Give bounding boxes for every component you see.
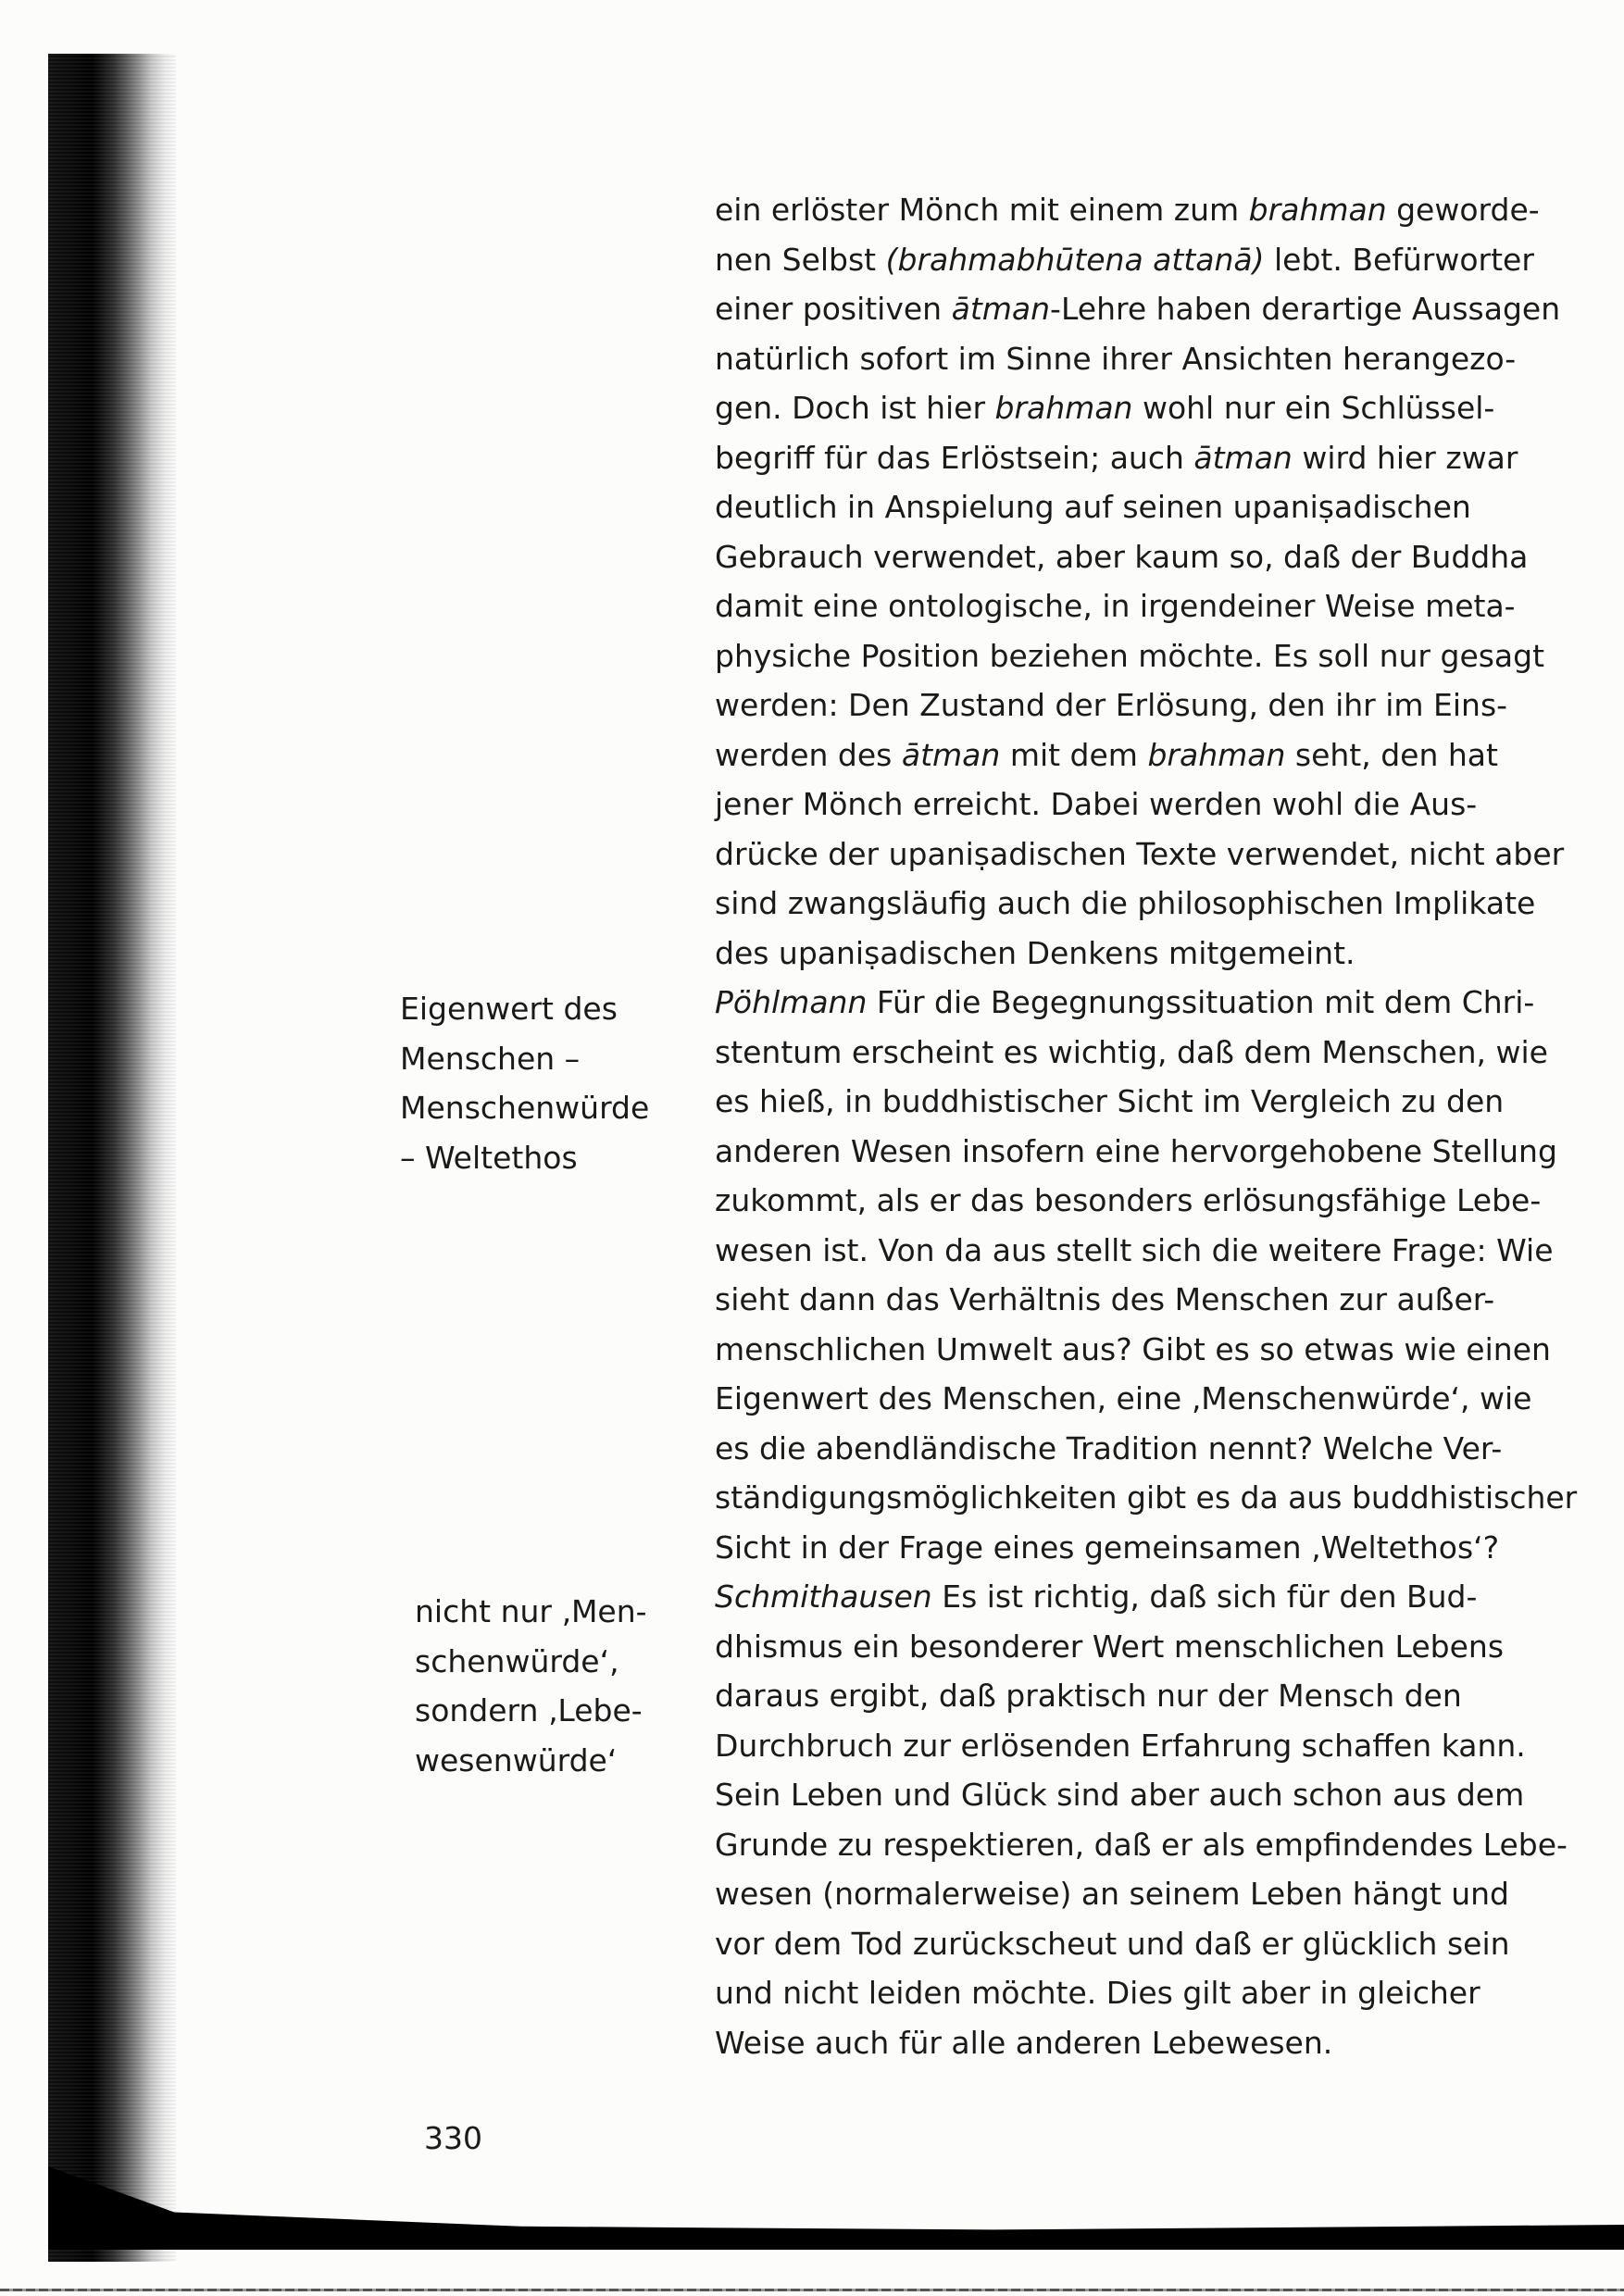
text-line (715, 1572, 1622, 1622)
text-line (715, 978, 1622, 1028)
margin-note-line: schenwürde‘, (415, 1642, 619, 1679)
italic-term: (brahmabhūtena attanā) (885, 241, 1265, 278)
text-line (715, 1523, 1622, 1573)
text-line (715, 284, 1622, 334)
text-run: Weise auch für alle anderen Lebewesen. (715, 2024, 1333, 2061)
text-run: es die abendländische Tradition nennt? Welche Ver- (715, 1429, 1503, 1466)
text-run: deutlich in Anspielung auf seinen upaniṣadischen (715, 489, 1471, 525)
margin-note-line: sondern ‚Lebe- (415, 1692, 643, 1728)
text-line (715, 631, 1622, 681)
text-run: dhismus ein besonderer Wert menschlichen Lebens (715, 1628, 1505, 1665)
italic-term: ātman (951, 291, 1051, 327)
text-line (715, 1770, 1622, 1820)
text-line (715, 1226, 1622, 1276)
text-run: vor dem Tod zurückscheut und daß er glücklich sein (715, 1925, 1510, 1962)
text-run: wird hier zwar (1292, 439, 1518, 476)
text-run: Gebrauch verwendet, aber kaum so, daß der Buddha (715, 538, 1529, 575)
text-line (715, 532, 1622, 582)
text-run: lebt. Befürworter (1264, 241, 1534, 278)
text-line (715, 2018, 1622, 2068)
italic-term: brahman (1248, 192, 1387, 228)
text-run: nen Selbst (715, 241, 886, 278)
text-run: werden: Den Zustand der Erlösung, den ihr im Eins- (715, 687, 1508, 723)
text-run: geworde- (1386, 192, 1540, 228)
text-run: natürlich sofort im Sinne ihrer Ansichten herangezo- (715, 340, 1517, 377)
text-line (715, 1028, 1622, 1078)
text-run: drücke der upaniṣadischen Texte verwendet, nicht aber (715, 835, 1565, 872)
text-line (715, 879, 1622, 929)
text-line (715, 235, 1622, 285)
text-line (715, 1622, 1622, 1672)
text-run: wesen (normalerweise) an seinem Leben hängt und (715, 1876, 1509, 1912)
margin-note-line: wesenwürde‘ (415, 1741, 618, 1778)
text-line (715, 1275, 1622, 1325)
book-binding-shadow (48, 54, 176, 2262)
text-run: gen. Doch ist hier (715, 390, 995, 426)
text-line (715, 730, 1622, 780)
text-line (715, 1127, 1622, 1177)
text-run: physiche Position beziehen möchte. Es soll nur gesagt (715, 637, 1545, 674)
text-line (715, 1820, 1622, 1870)
text-line (715, 1176, 1622, 1226)
text-run: wohl nur ein Schlüssel- (1132, 390, 1495, 426)
text-line (715, 433, 1622, 483)
text-run: ein erlöster Mönch mit einem zum (715, 192, 1249, 228)
text-run: ständigungsmöglichkeiten gibt es da aus buddhistischer (715, 1479, 1578, 1516)
margin-note-line: – Weltethos (400, 1139, 578, 1176)
italic-term: brahman (1147, 736, 1286, 773)
scan-border-line (0, 2289, 1624, 2291)
text-line (715, 1077, 1622, 1127)
text-run: werden des (715, 736, 902, 773)
text-run: einer positiven (715, 291, 952, 327)
margin-note-eigenwert (400, 984, 649, 1182)
italic-term: brahman (994, 390, 1133, 426)
text-run: wesen ist. Von da aus stellt sich die weitere Frage: Wie (715, 1231, 1554, 1268)
text-run: mit dem (1000, 736, 1148, 773)
page-number: 330 (424, 2120, 482, 2156)
text-line (715, 581, 1622, 631)
text-run: jener Mönch erreicht. Dabei werden wohl die Aus- (715, 786, 1478, 822)
text-line (715, 780, 1622, 830)
text-run: Durchbruch zur erlösenden Erfahrung schaffen kann. (715, 1727, 1526, 1764)
italic-term: ātman (901, 736, 1001, 773)
text-run: menschlichen Umwelt aus? Gibt es so etwas wie einen (715, 1330, 1551, 1367)
body-text (715, 185, 1622, 2067)
text-run: und nicht leiden möchte. Dies gilt aber in gleicher (715, 1975, 1480, 2011)
text-run: begriff für das Erlöstsein; auch (715, 439, 1194, 476)
text-run: zukommt, als er das besonders erlösungsfähige Lebe- (715, 1182, 1542, 1218)
text-line (715, 185, 1622, 235)
text-run: anderen Wesen insofern eine hervorgehobene Stellung (715, 1132, 1557, 1169)
text-line (715, 482, 1622, 532)
text-run: Es ist richtig, daß sich für den Bud- (931, 1578, 1478, 1615)
text-line (715, 1671, 1622, 1721)
margin-note-lebewesenwuerde (415, 1587, 647, 1785)
text-line (715, 1424, 1622, 1474)
text-line (715, 830, 1622, 880)
text-run: Sicht in der Frage eines gemeinsamen ‚Weltethos‘? (715, 1529, 1500, 1566)
margin-note-line: Menschen – (400, 1040, 581, 1077)
text-line (715, 383, 1622, 433)
italic-term: Schmithausen (715, 1578, 932, 1615)
text-run: Für die Begegnungssituation mit dem Chri- (867, 984, 1535, 1020)
text-run: seht, den hat (1285, 736, 1498, 773)
italic-term: ātman (1193, 439, 1293, 476)
text-line (715, 929, 1622, 979)
text-run: Grunde zu respektieren, daß er als empfindendes Lebe- (715, 1826, 1568, 1863)
text-line (715, 1721, 1622, 1771)
margin-note-line: Menschenwürde (400, 1090, 650, 1126)
text-run: -Lehre haben derartige Aussagen (1050, 291, 1561, 327)
text-run: damit eine ontologische, in irgendeiner Weise meta- (715, 588, 1516, 624)
text-line (715, 1869, 1622, 1919)
text-run: Sein Leben und Glück sind aber auch schon aus dem (715, 1777, 1525, 1813)
margin-note-line: nicht nur ‚Men- (415, 1593, 647, 1629)
text-run: sind zwangsläufig auch die philosophischen Implikate (715, 885, 1536, 921)
text-run: stentum erscheint es wichtig, daß dem Menschen, wie (715, 1033, 1548, 1070)
text-run: sieht dann das Verhältnis des Menschen zur außer- (715, 1281, 1495, 1317)
text-run: daraus ergibt, daß praktisch nur der Mensch den (715, 1678, 1462, 1714)
text-line (715, 334, 1622, 384)
text-line (715, 1473, 1622, 1523)
italic-term: Pöhlmann (715, 984, 868, 1020)
margin-note-line: Eigenwert des (400, 991, 618, 1027)
text-run: des upaniṣadischen Denkens mitgemeint. (715, 934, 1355, 971)
text-line (715, 1325, 1622, 1375)
page-bottom-edge (48, 2166, 1624, 2250)
text-line (715, 1919, 1622, 1969)
text-line (715, 1968, 1622, 2018)
text-line (715, 680, 1622, 730)
text-run: Eigenwert des Menschen, eine ‚Menschenwürde‘, wie (715, 1380, 1532, 1416)
text-line (715, 1374, 1622, 1424)
text-run: es hieß, in buddhistischer Sicht im Vergleich zu den (715, 1083, 1505, 1119)
